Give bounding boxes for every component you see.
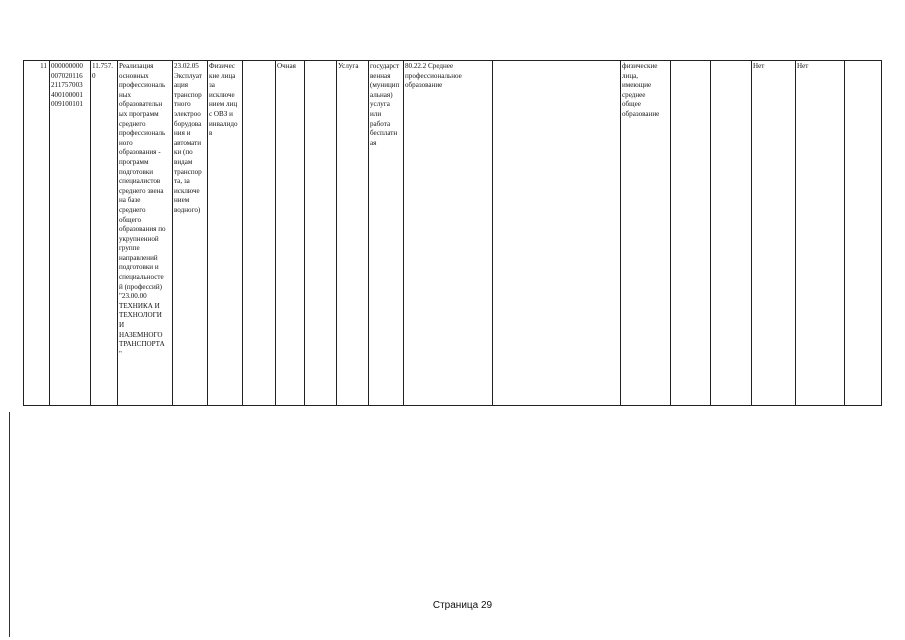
recipient-category: Физичес кие лица за исключе нием лиц с ОВЗ и инвалидо в [209, 62, 238, 138]
flag-other: Нет [797, 62, 809, 70]
column-divider [670, 61, 671, 405]
column-divider [368, 61, 369, 405]
column-divider [710, 61, 711, 405]
column-divider [275, 61, 276, 405]
column-divider [49, 61, 50, 405]
education-form: Очная [277, 62, 296, 70]
service-kind: государст венная (муницип альная) услуга или работа бесплатн ая [370, 62, 400, 147]
column-divider [403, 61, 404, 405]
column-divider [620, 61, 621, 405]
row-number: 11 [40, 62, 47, 70]
flag-paid: Нет [753, 62, 765, 70]
column-divider [207, 61, 208, 405]
column-divider [492, 61, 493, 405]
service-type: Услуга [338, 62, 359, 70]
okved-code: 80.22.2 Среднее профессиональное образование [405, 62, 462, 90]
registry-table [23, 60, 882, 406]
page-number: Страница 29 [432, 600, 493, 611]
service-id: 11.757. 0 [92, 62, 114, 80]
service-name: Реализация основных профессиональ ных образовательн ых программ среднего профессиональ ного образования - программ подготовки специалистов среднего звена на базе среднего общего образования по укрупненной группе направлений подготовки и специальносте й (профессий) "23.00.00 ТЕХНИКА И ТЕХНОЛОГИ И НАЗЕМНОГО ТРАНСПОРТА " [119, 62, 166, 358]
column-divider [751, 61, 752, 405]
column-divider [90, 61, 91, 405]
column-divider [242, 61, 243, 405]
column-divider [795, 61, 796, 405]
column-divider [844, 61, 845, 405]
registry-code: 000000000 007020116 211757003 400100001 009100101 [51, 62, 83, 109]
specialty: 23.02.05 Эксплуат ация транспор тного электроо борудова ния и автомати ки (по видам транспор та, за исключе нием водного) [174, 62, 202, 214]
column-divider [117, 61, 118, 405]
column-divider [336, 61, 337, 405]
consumer-category: физические лица, имеющие среднее общее образование [622, 62, 660, 118]
column-divider [304, 61, 305, 405]
column-divider [172, 61, 173, 405]
